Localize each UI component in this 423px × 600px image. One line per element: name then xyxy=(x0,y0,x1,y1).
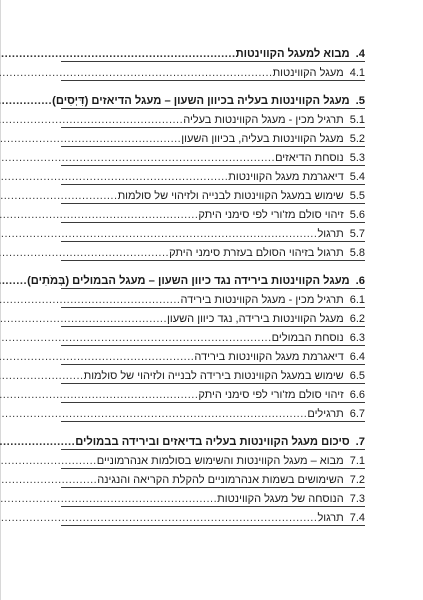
hyperlink-underline xyxy=(61,307,365,308)
toc-entry-title: השימושים בשמות אנהרמוניים להקלת הקריאה והנגינה xyxy=(97,474,344,486)
hyperlink-underline xyxy=(61,222,365,223)
hyperlink-underline xyxy=(61,468,365,469)
toc-entry-number: 5. xyxy=(355,95,365,107)
hyperlink-underline xyxy=(61,260,365,261)
toc-sub-entry[interactable] xyxy=(61,64,365,83)
toc-entry-number: 6.5 xyxy=(349,370,365,382)
toc-sub-entry[interactable] xyxy=(61,348,365,367)
toc-entry-number: 4. xyxy=(355,48,365,60)
toc-entry-title: מעגל הקווינטות בירידה, נגד כיוון השעון xyxy=(167,313,344,325)
hyperlink-underline xyxy=(61,383,365,384)
toc-sub-entry[interactable] xyxy=(61,206,365,225)
toc-entry-title: תרגילים xyxy=(307,408,344,420)
toc-entry-title: הנוסחה של מעגל הקווינטות xyxy=(217,493,344,505)
hyperlink-underline xyxy=(61,127,365,128)
toc-entry-title: תרגול xyxy=(317,228,344,240)
toc-entry-title: מעגל הקווינטות בעליה בכיוון השעון – מעגל הדיאזים (דִּיְסִים) xyxy=(52,95,350,107)
toc-sub-entry[interactable] xyxy=(61,225,365,244)
hyperlink-underline xyxy=(61,364,365,365)
toc-entry-number: 6.6 xyxy=(349,389,365,401)
hyperlink-underline xyxy=(61,326,365,327)
hyperlink-underline xyxy=(61,402,365,403)
toc-sub-entry[interactable] xyxy=(61,291,365,310)
hyperlink-underline xyxy=(61,203,365,204)
hyperlink-underline xyxy=(61,241,365,242)
hyperlink-underline xyxy=(61,449,365,450)
toc-entry-number: 6.2 xyxy=(349,313,365,325)
hyperlink-underline xyxy=(61,80,365,81)
toc-section-entry[interactable] xyxy=(52,91,365,111)
toc-entry-number: 7.1 xyxy=(349,455,365,467)
toc-sub-entry[interactable] xyxy=(61,111,365,130)
toc-entry-title: זיהוי סולם מז'ורי לפי סימני היתק xyxy=(198,209,344,221)
toc-entry-title: שימוש במעגל הקווינטות בירידה לבנייה ולזיהוי של סולמות xyxy=(83,370,344,382)
toc-entry-number: 4.1 xyxy=(349,67,365,79)
toc-entry-title: מעגל הקווינטות xyxy=(272,67,344,79)
toc-entry-number: 5.2 xyxy=(349,133,365,145)
toc-entry-number: 7.2 xyxy=(349,474,365,486)
toc-entry-number: 5.1 xyxy=(349,114,365,126)
hyperlink-underline xyxy=(61,487,365,488)
toc-entry-title: דיאגרמת מעגל הקווינטות xyxy=(228,171,344,183)
toc-entry-title: תרגיל מכין - מעגל הקווינטות בירידה xyxy=(180,294,344,306)
toc-entry-number: 5.7 xyxy=(349,228,365,240)
toc-sub-entry[interactable] xyxy=(61,405,365,424)
hyperlink-underline xyxy=(61,288,365,289)
hyperlink-underline xyxy=(61,421,365,422)
toc-sub-entry[interactable] xyxy=(61,452,365,471)
toc-entry-number: 6.4 xyxy=(349,351,365,363)
toc-entry-title: תרגול בזיהוי הסולם בעזרת סימני היתק xyxy=(169,247,344,259)
toc-entry-number: 5.6 xyxy=(349,209,365,221)
toc-entry-title: מבוא למעגל הקווינטות xyxy=(235,48,350,60)
toc-entry-title: מעגל הקווינטות בירידה נגד כיוון השעון – מעגל הבמולים (בְּמֹתִים) xyxy=(27,275,350,287)
toc-entry-number: 7. xyxy=(355,436,365,448)
toc-section-entry[interactable] xyxy=(61,44,365,64)
toc-entry-number: 7.3 xyxy=(349,493,365,505)
toc-sub-entry[interactable] xyxy=(61,130,365,149)
toc-sub-entry[interactable] xyxy=(61,310,365,329)
hyperlink-underline xyxy=(61,165,365,166)
hyperlink-underline xyxy=(61,146,365,147)
toc-entry-number: 6. xyxy=(355,275,365,287)
toc-sub-entry[interactable] xyxy=(61,367,365,386)
toc-leader-dots xyxy=(0,271,27,291)
toc-sub-entry[interactable] xyxy=(61,490,365,509)
hyperlink-underline xyxy=(61,506,365,507)
toc-section-entry[interactable] xyxy=(27,271,365,291)
toc-sub-entry[interactable] xyxy=(61,168,365,187)
toc-entry-number: 6.1 xyxy=(349,294,365,306)
toc-entry-number: 6.3 xyxy=(349,332,365,344)
toc-entry-title: נוסחת הבמולים xyxy=(271,332,344,344)
toc-sub-entry[interactable] xyxy=(61,149,365,168)
toc-entry-title: מעגל הקווינטות בעליה, בכיוון השעון xyxy=(181,133,344,145)
toc-sub-entry[interactable] xyxy=(61,386,365,405)
toc-entry-title: תרגול xyxy=(317,512,344,524)
toc-sub-entry[interactable] xyxy=(61,244,365,263)
hyperlink-underline xyxy=(61,61,365,62)
toc-sub-entry[interactable] xyxy=(61,509,365,528)
hyperlink-underline xyxy=(61,525,365,526)
toc-entry-number: 5.3 xyxy=(349,152,365,164)
toc-entry-number: 6.7 xyxy=(349,408,365,420)
toc-entry-title: סיכום מעגל הקווינטות בעליה בדיאזים ובירידה בבמולים xyxy=(75,436,350,448)
toc-entry-number: 5.8 xyxy=(349,247,365,259)
toc-entry-title: נוסחת הדיאזים xyxy=(275,152,344,164)
toc-entry-title: תרגיל מכין - מעגל הקווינטות בעליה xyxy=(183,114,344,126)
toc-sub-entry[interactable] xyxy=(61,329,365,348)
toc-entry-number: 5.5 xyxy=(349,190,365,202)
hyperlink-underline xyxy=(61,345,365,346)
hyperlink-underline xyxy=(61,108,365,109)
toc-entry-title: דיאגרמת מעגל הקווינטות בירידה xyxy=(194,351,344,363)
hyperlink-underline xyxy=(61,184,365,185)
toc-sub-entry[interactable] xyxy=(61,471,365,490)
toc-entry-number: 7.4 xyxy=(349,512,365,524)
toc-entry-title: מבוא – מעגל הקווינטות והשימוש בסולמות אנהרמוניים xyxy=(96,455,344,467)
table-of-contents xyxy=(27,44,365,528)
toc-entry-title: זיהוי סולם מז'ורי לפי סימני היתק xyxy=(198,389,344,401)
toc-leader-dots xyxy=(0,91,52,111)
toc-entry-title: שימוש במעגל הקווינטות לבנייה ולזיהוי של סולמות xyxy=(117,190,344,202)
toc-section-entry[interactable] xyxy=(61,432,365,452)
toc-sub-entry[interactable] xyxy=(61,187,365,206)
toc-entry-number: 5.4 xyxy=(349,171,365,183)
